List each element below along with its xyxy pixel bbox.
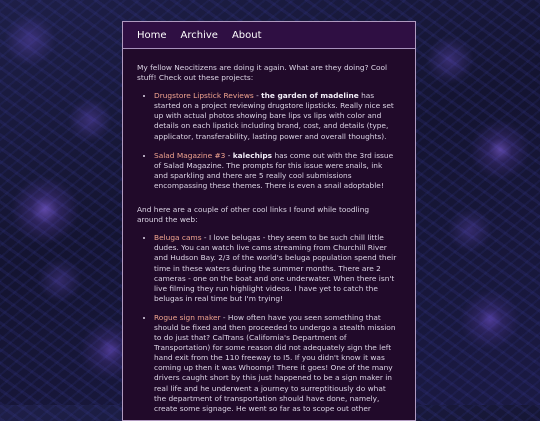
link-description: - How often have you seen something that should be fixed and then proceeded to undergo a stealth mission to do just that? CalTrans (California's Department of Transportation) for some reason did not adequately sign the left hand exit from the 110 freeway to I5. If you didn't know it was coming up then it was Whoomp! There it goes! One of the many drivers caught short by this just happened to be a sign maker in real life and he underwent a journey to surreptitiously do what the department of transportation should have done, namely, create some signage. He went so far as to scope out other: [154, 312, 396, 413]
top-nav: [123, 22, 415, 49]
list-item: [154, 313, 397, 414]
nav-home-link[interactable]: Home: [137, 29, 167, 41]
separator-dash: -: [253, 91, 262, 101]
project-link-lipstick-reviews[interactable]: Drugstore Lipstick Reviews: [154, 91, 254, 101]
project-description: has started on a project reviewing drugstore lipsticks. Really nice set up with actual photos showing bare lips vs lips with color and details on each lipstick including brand, cost, and details (type, applicator, transferability, lasting power and overall thoughts).: [154, 91, 394, 141]
link-rogue-sign-maker[interactable]: Rogue sign maker: [154, 312, 221, 322]
link-description: - I love belugas - they seem to be such chill little dudes. You can watch live cams streaming from Churchill River and Hudson Bay. 2/3 of the world's beluga population spend their time in these waters during the summer months. There are 2 cameras - one on the boat and one underwater. When there isn't live filming they run highlight videos. I have yet to catch the belugas in real time but I'm trying!: [154, 233, 397, 303]
links-intro-paragraph: And here are a couple of other cool links I found while toodling around the web:: [137, 205, 370, 225]
nav-about-link[interactable]: About: [231, 29, 262, 41]
intro-paragraph: My fellow Neocitizens are doing it again. What are they doing? Cool stuff! Check out these projects:: [137, 63, 388, 83]
project-author: kalechips: [232, 150, 273, 160]
separator-dash: -: [225, 150, 233, 160]
link-beluga-cams[interactable]: Beluga cams: [154, 233, 202, 243]
projects-list: [137, 91, 397, 191]
links-list: [137, 233, 397, 414]
list-item: [154, 233, 397, 304]
main-panel: [122, 21, 416, 421]
project-author: the garden of madeline: [261, 91, 359, 101]
nav-archive-link[interactable]: Archive: [180, 29, 218, 41]
list-item: [154, 151, 397, 191]
project-description: has come out with the 3rd issue of Salad Magazine. The prompts for this issue were snails, ink and sparkling and there are 5 really cool submissions encompassing these themes. There is even a snail adoptable!: [154, 150, 394, 190]
project-link-salad-magazine[interactable]: Salad Magazine #3: [154, 150, 226, 160]
list-item: [154, 91, 397, 141]
post-content: [123, 49, 415, 414]
